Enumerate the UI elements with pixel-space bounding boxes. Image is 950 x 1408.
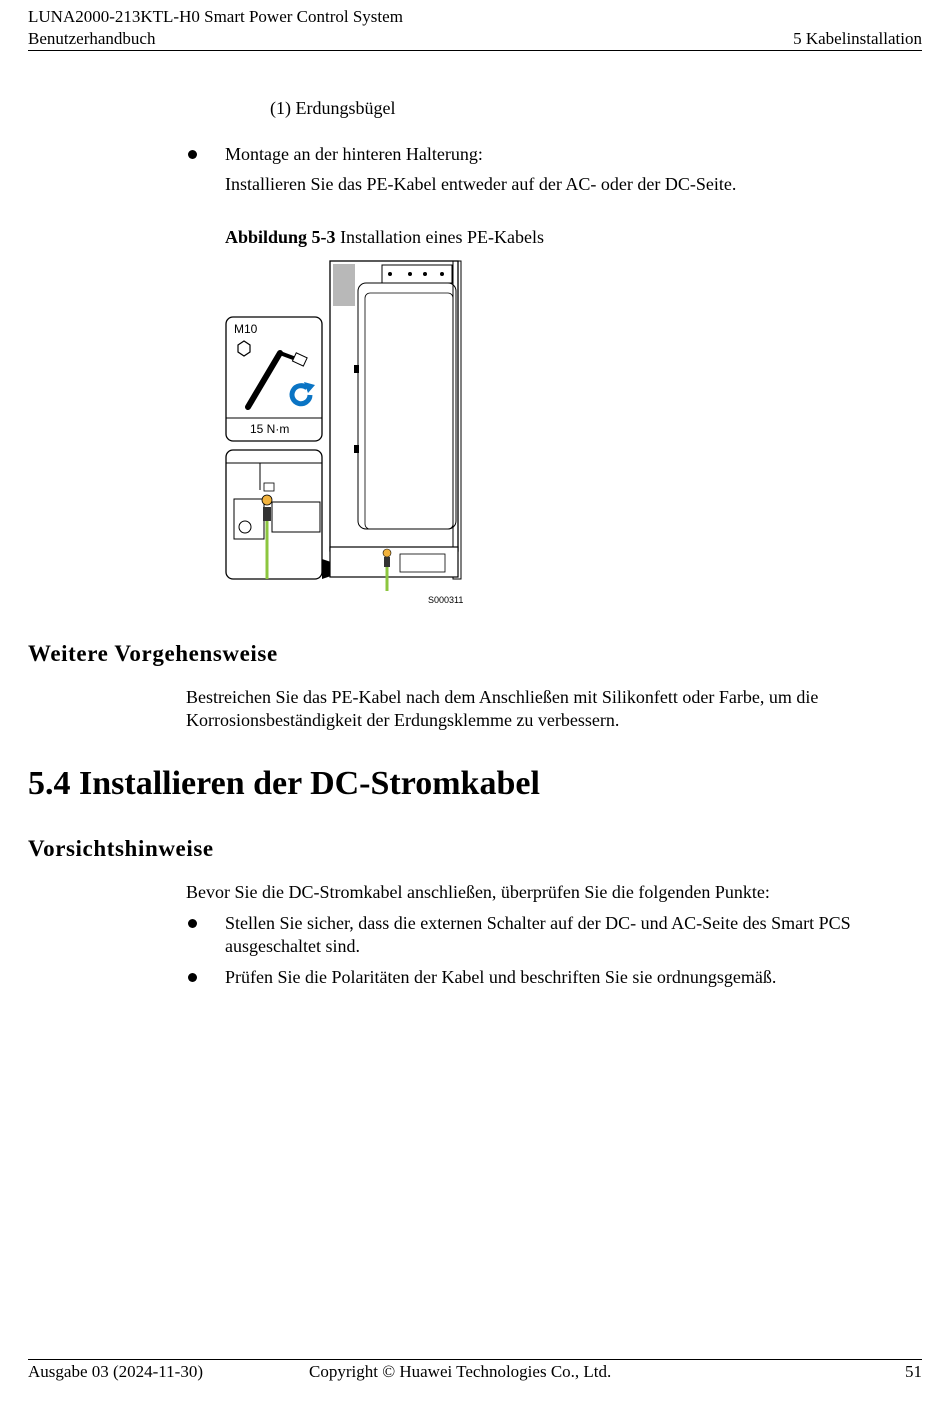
header-manual: Benutzerhandbuch <box>28 29 156 48</box>
bullet-dot <box>188 150 197 159</box>
heading-further-steps: Weitere Vorgehensweise <box>28 641 278 666</box>
footer-page-number: 51 <box>905 1362 922 1381</box>
cabinet-rear-view <box>330 261 461 591</box>
header-product: LUNA2000-213KTL-H0 Smart Power Control System <box>28 7 403 26</box>
header-chapter: 5 Kabelinstallation <box>793 29 922 48</box>
precaution-item-2: Prüfen Sie die Polaritäten der Kabel und beschriften Sie sie ordnungsgemäß. <box>225 967 777 987</box>
footer-copyright: Copyright © Huawei Technologies Co., Ltd. <box>309 1362 612 1381</box>
figure-caption-text: Installation eines PE-Kabels <box>335 227 545 247</box>
precaution-item-1-line2: ausgeschaltet sind. <box>225 936 360 956</box>
figure-caption-label: Abbildung 5-3 <box>225 227 336 247</box>
legend-item-1: (1) Erdungsbügel <box>270 98 396 118</box>
tool-panel <box>226 317 322 441</box>
header-rule <box>28 50 922 51</box>
pe-cable-installation-figure <box>220 255 480 610</box>
bullet-rear-text: Installieren Sie das PE-Kabel entweder auf der AC- oder der DC-Seite. <box>225 174 737 194</box>
further-steps-line2: Korrosionsbeständigkeit der Erdungsklemme zu verbessern. <box>186 710 620 730</box>
bullet-dot <box>188 973 197 982</box>
bullet-rear-title: Montage an der hinteren Halterung: <box>225 144 483 164</box>
ground-terminal <box>262 495 272 505</box>
torque-label: 15 N·m <box>250 422 290 436</box>
further-steps-line1: Bestreichen Sie das PE-Kabel nach dem Anschließen mit Silikonfett oder Farbe, um die <box>186 687 819 707</box>
section-heading-5-4: 5.4 Installieren der DC-Stromkabel <box>28 765 540 802</box>
figure-id: S000311 <box>428 595 464 605</box>
bolt-size-label: M10 <box>234 322 258 336</box>
bullet-dot <box>188 919 197 928</box>
heading-precautions: Vorsichtshinweise <box>28 836 214 861</box>
precautions-intro: Bevor Sie die DC-Stromkabel anschließen, überprüfen Sie die folgenden Punkte: <box>186 882 770 902</box>
precaution-item-1-line1: Stellen Sie sicher, dass die externen Schalter auf der DC- und AC-Seite des Smart PCS <box>225 913 851 933</box>
figure-caption <box>225 226 544 249</box>
footer-rule <box>28 1359 922 1360</box>
footer-edition: Ausgabe 03 (2024-11-30) <box>28 1362 203 1381</box>
